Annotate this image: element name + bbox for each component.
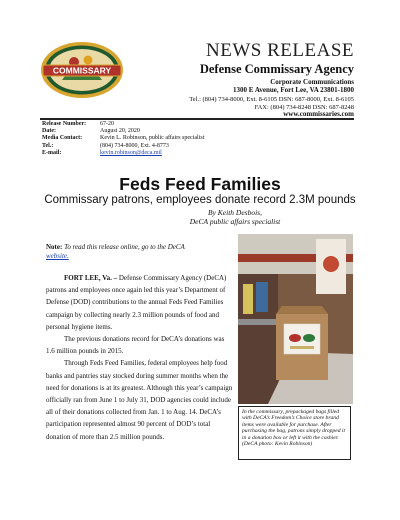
office-name: Corporate Communications [270, 78, 354, 86]
meta-label: Tel.: [42, 142, 54, 149]
meta-label: Release Number: [42, 121, 87, 127]
news-release-title: NEWS RELEASE [206, 40, 354, 61]
header-rule [40, 118, 354, 120]
paragraph-text: Defense Commissary Agency (DeCA) patrons and employees once again led this year’s Department of Defense (DOD) contributions to the annual Feds Feed Families campaign by collecting nearly 2.3 million pounds of food and personal hygiene items. [46, 274, 227, 331]
meta-value: 67-20 [100, 121, 114, 127]
meta-value: Kevin L. Robinson, public affairs specialist [100, 135, 205, 142]
meta-value: August 20, 2020 [100, 128, 140, 135]
dateline: FORT LEE, Va. – [64, 274, 118, 282]
telephone: Tel.: (804) 734-8000, Ext. 8-6105 DSN: 687-8000, Ext. 8-6105 [189, 96, 354, 103]
address: 1300 E Avenue, Fort Lee, VA 23801-1800 [233, 86, 354, 94]
commissary-logo [40, 40, 124, 100]
agency-name: Defense Commissary Agency [199, 62, 354, 76]
paragraph [46, 357, 234, 442]
note-label: Note: [46, 243, 63, 251]
photo-caption: In the commissary, prepackaged bags filled with DeCA’s Freedom’s Choice store brand items were available for purchase. After purchasing the bag, patrons simply dropped it in a donation box or left it with the cashier. (DeCA photo: Kevin Robinson) [238, 406, 351, 460]
meta-label: Media Contact: [42, 135, 83, 142]
byline [0, 208, 400, 226]
paragraph [46, 272, 234, 333]
paragraph-text: The previous donations record for DeCA’s donations was 1.6 million pounds in 2015. [46, 335, 225, 356]
meta-value: (804) 734-8000, Ext. 4-8773 [100, 142, 169, 149]
meta-label: E-mail: [42, 149, 62, 156]
paragraph-text: Through Feds Feed Families, federal employees help food banks and pantries stay stocked during summer months when the need for donations is at its greatest. Although this year’s campaign officially ran from June 1 to July 31, DOD agencies could include all of their donations collected from Jan. 1 to Aug. 14. DeCA’s participation represented almost 90 percent of DOD’s total donation of more than 2.5 million pounds. [46, 359, 233, 441]
online-note [46, 243, 231, 260]
note-text: To read this release online, go to the DeCA [64, 243, 185, 251]
article-body [46, 272, 234, 443]
grocery-bag-photo [238, 234, 353, 404]
subheadline: Commissary patrons, employees donate record 2.3M pounds [44, 194, 356, 206]
paragraph [46, 333, 234, 357]
fax: FAX: (804) 734-8248 DSN: 687-8248 [254, 104, 354, 111]
headline: Feds Feed Families [119, 174, 281, 194]
logo-text: COMMISSARY [52, 65, 112, 76]
website[interactable]: www.commissaries.com [283, 110, 354, 118]
email-link[interactable]: kevin.robinson@deca.mil [100, 149, 162, 156]
release-meta [42, 121, 204, 157]
meta-label: Date: [42, 128, 56, 135]
byline-title: DeCA public affairs specialist [189, 217, 281, 226]
byline-author: By Keith Desbois, [208, 208, 262, 217]
deca-website-link[interactable]: website. [46, 251, 69, 260]
